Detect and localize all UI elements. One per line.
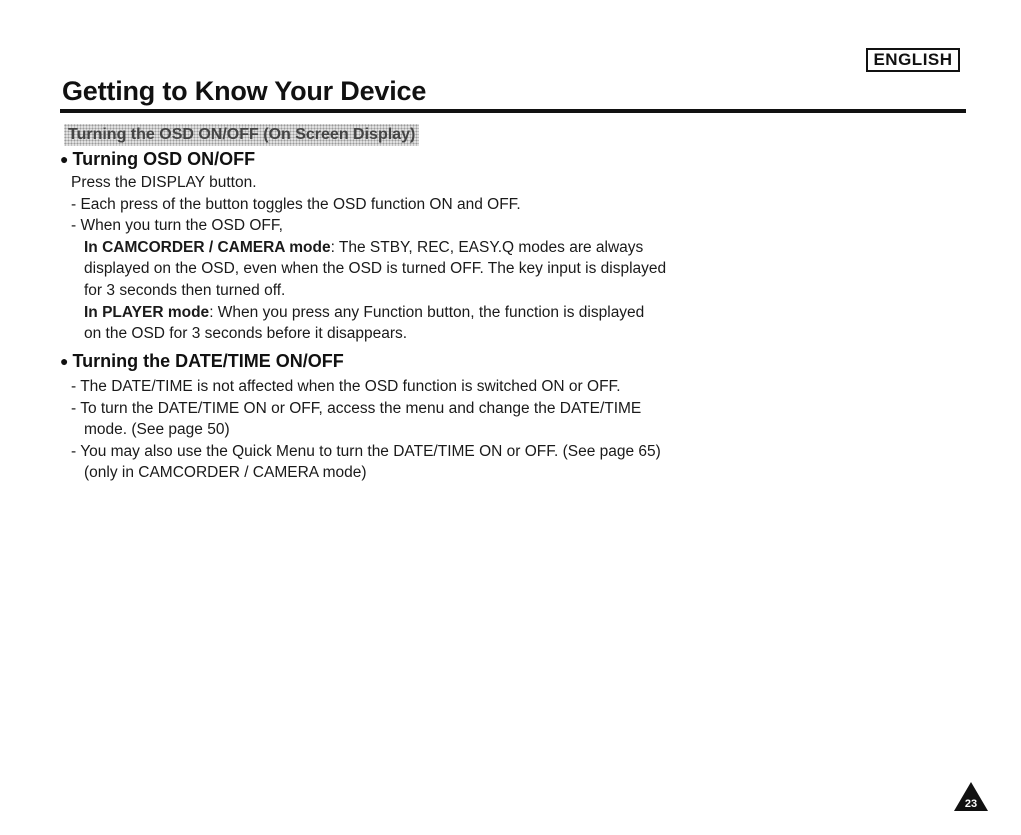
section-banner: Turning the OSD ON/OFF (On Screen Display) bbox=[64, 124, 419, 146]
bullet-icon: ● bbox=[60, 353, 69, 369]
camcorder-mode-line bbox=[71, 237, 666, 259]
page-number: 23 bbox=[964, 798, 978, 810]
osd-line: on the OSD for 3 seconds before it disappears. bbox=[84, 325, 408, 343]
osd-line: for 3 seconds then turned off. bbox=[84, 281, 286, 299]
osd-heading-text: Turning OSD ON/OFF bbox=[72, 149, 256, 169]
player-mode-text: : When you press any Function button, the function is displayed bbox=[209, 303, 645, 321]
datetime-heading bbox=[60, 350, 344, 372]
datetime-line: - To turn the DATE/TIME ON or OFF, access the menu and change the DATE/TIME bbox=[71, 399, 642, 417]
datetime-heading-text: Turning the DATE/TIME ON/OFF bbox=[72, 351, 344, 371]
osd-line: - Each press of the button toggles the OSD function ON and OFF. bbox=[71, 195, 521, 213]
language-label: ENGLISH bbox=[866, 48, 960, 72]
osd-line: Press the DISPLAY button. bbox=[71, 174, 257, 191]
bullet-icon: ● bbox=[60, 151, 69, 167]
osd-line: displayed on the OSD, even when the OSD is turned OFF. The key input is displayed bbox=[84, 260, 667, 278]
datetime-line: - The DATE/TIME is not affected when the OSD function is switched ON or OFF. bbox=[71, 378, 621, 395]
datetime-line: - You may also use the Quick Menu to turn the DATE/TIME ON or OFF. (See page 65) bbox=[71, 442, 661, 460]
osd-body bbox=[71, 172, 666, 345]
camcorder-mode-text: : The STBY, REC, EASY.Q modes are always bbox=[330, 238, 644, 256]
datetime-line: (only in CAMCORDER / CAMERA mode) bbox=[84, 464, 367, 482]
title-divider bbox=[60, 109, 966, 113]
player-mode-line bbox=[71, 302, 666, 324]
osd-heading bbox=[60, 148, 255, 170]
page-number-triangle-icon bbox=[953, 781, 989, 812]
page-title: Getting to Know Your Device bbox=[62, 76, 427, 106]
camcorder-mode-label: In CAMCORDER / CAMERA mode bbox=[84, 238, 331, 256]
datetime-line: mode. (See page 50) bbox=[84, 421, 230, 439]
player-mode-label: In PLAYER mode bbox=[84, 303, 210, 321]
osd-line: - When you turn the OSD OFF, bbox=[71, 217, 283, 235]
datetime-body bbox=[71, 376, 661, 484]
